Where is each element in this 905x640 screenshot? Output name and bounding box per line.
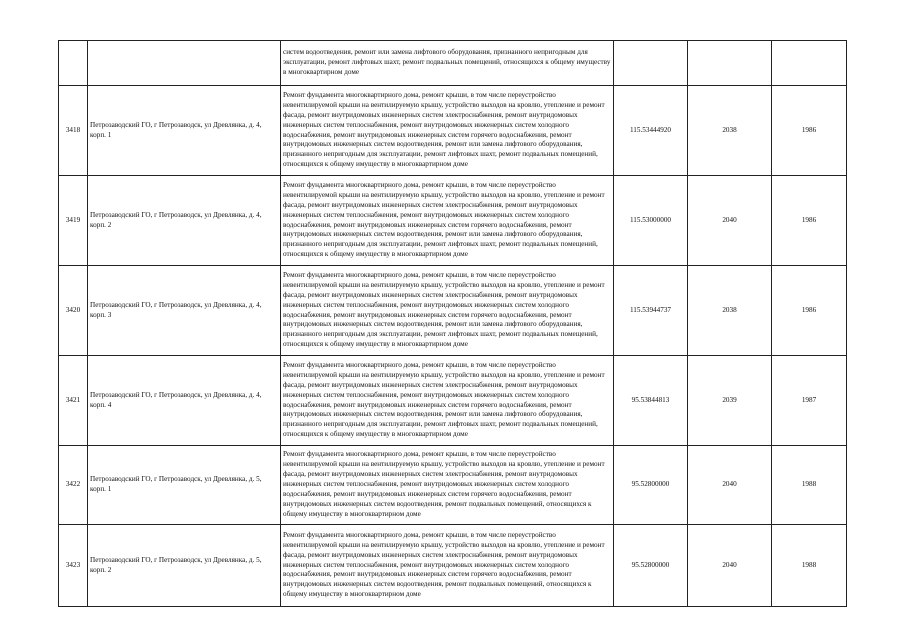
table-row [59,266,847,356]
address-cell [88,41,281,86]
cost-cell: 95.52800000 [614,446,688,525]
address-cell: Петрозаводский ГО, г Петрозаводск, ул Древлянка, д. 5, корп. 1 [88,446,281,525]
address-cell: Петрозаводский ГО, г Петрозаводск, ул Древлянка, д. 5, корп. 2 [88,525,281,607]
build-year-cell [772,41,847,86]
row-number: 3422 [59,446,88,525]
planned-year-cell: 2039 [688,356,772,446]
cost-cell: 115.53000000 [614,176,688,266]
works-cell: Ремонт фундамента многоквартирного дома, ремонт крыши, в том числе переустройство невентилируемой крыши на вентилируемую крышу, устройство выходов на кровлю, утепление и ремонт фасада, ремонт внутридомовых инженерных систем электроснабжения, ремонт внутридомовых инженерных систем теплоснабжения, ремонт внутридомовых инженерных систем холодного водоснабжения, ремонт внутридомовых инженерных систем горячего водоснабжения, ремонт внутридомовых инженерных систем водоотведения, ремонт подвальных помещений, относящихся к общему имуществу в многоквартирном доме [281,446,614,525]
build-year-cell: 1988 [772,525,847,607]
row-number: 3423 [59,525,88,607]
capital-repair-table [58,40,847,607]
row-number [59,41,88,86]
row-number: 3419 [59,176,88,266]
build-year-cell: 1987 [772,356,847,446]
planned-year-cell: 2038 [688,266,772,356]
row-number: 3420 [59,266,88,356]
table-row [59,525,847,607]
address-cell: Петрозаводский ГО, г Петрозаводск, ул Древлянка, д. 4, корп. 3 [88,266,281,356]
build-year-cell: 1988 [772,446,847,525]
build-year-cell: 1986 [772,266,847,356]
works-cell: систем водоотведения, ремонт или замена лифтового оборудования, признанного непригодным для эксплуатации, ремонт лифтовых шахт, ремонт подвальных помещений, относящихся к общему имуществу в многоквартирном доме [281,41,614,86]
works-cell: Ремонт фундамента многоквартирного дома, ремонт крыши, в том числе переустройство невентилируемой крыши на вентилируемую крышу, устройство выходов на кровлю, утепление и ремонт фасада, ремонт внутридомовых инженерных систем электроснабжения, ремонт внутридомовых инженерных систем теплоснабжения, ремонт внутридомовых инженерных систем холодного водоснабжения, ремонт внутридомовых инженерных систем горячего водоснабжения, ремонт внутридомовых инженерных систем водоотведения, ремонт подвальных помещений, относящихся к общему имуществу в многоквартирном доме [281,525,614,607]
row-number: 3418 [59,86,88,176]
planned-year-cell: 2040 [688,525,772,607]
cost-cell: 115.53944737 [614,266,688,356]
address-cell: Петрозаводский ГО, г Петрозаводск, ул Древлянка, д. 4, корп. 4 [88,356,281,446]
table-row [59,86,847,176]
planned-year-cell: 2040 [688,176,772,266]
planned-year-cell [688,41,772,86]
works-cell: Ремонт фундамента многоквартирного дома, ремонт крыши, в том числе переустройство невентилируемой крыши на вентилируемую крышу, устройство выходов на кровлю, утепление и ремонт фасада, ремонт внутридомовых инженерных систем электроснабжения, ремонт внутридомовых инженерных систем теплоснабжения, ремонт внутридомовых инженерных систем холодного водоснабжения, ремонт внутридомовых инженерных систем горячего водоснабжения, ремонт внутридомовых инженерных систем водоотведения, ремонт или замена лифтового оборудования, признанного непригодным для эксплуатации, ремонт лифтовых шахт, ремонт подвальных помещений, относящихся к общему имуществу в многоквартирном доме [281,356,614,446]
address-cell: Петрозаводский ГО, г Петрозаводск, ул Древлянка, д. 4, корп. 2 [88,176,281,266]
row-number: 3421 [59,356,88,446]
address-cell: Петрозаводский ГО, г Петрозаводск, ул Древлянка, д. 4, корп. 1 [88,86,281,176]
table-row [59,356,847,446]
works-cell: Ремонт фундамента многоквартирного дома, ремонт крыши, в том числе переустройство невентилируемой крыши на вентилируемую крышу, устройство выходов на кровлю, утепление и ремонт фасада, ремонт внутридомовых инженерных систем электроснабжения, ремонт внутридомовых инженерных систем теплоснабжения, ремонт внутридомовых инженерных систем холодного водоснабжения, ремонт внутридомовых инженерных систем горячего водоснабжения, ремонт внутридомовых инженерных систем водоотведения, ремонт или замена лифтового оборудования, признанного непригодным для эксплуатации, ремонт лифтовых шахт, ремонт подвальных помещений, относящихся к общему имуществу в многоквартирном доме [281,176,614,266]
works-cell: Ремонт фундамента многоквартирного дома, ремонт крыши, в том числе переустройство невентилируемой крыши на вентилируемую крышу, устройство выходов на кровлю, утепление и ремонт фасада, ремонт внутридомовых инженерных систем электроснабжения, ремонт внутридомовых инженерных систем теплоснабжения, ремонт внутридомовых инженерных систем холодного водоснабжения, ремонт внутридомовых инженерных систем горячего водоснабжения, ремонт внутридомовых инженерных систем водоотведения, ремонт или замена лифтового оборудования, признанного непригодным для эксплуатации, ремонт лифтовых шахт, ремонт подвальных помещений, относящихся к общему имуществу в многоквартирном доме [281,266,614,356]
cost-cell: 95.53844813 [614,356,688,446]
planned-year-cell: 2040 [688,446,772,525]
table-row [59,176,847,266]
table-row [59,41,847,86]
works-cell: Ремонт фундамента многоквартирного дома, ремонт крыши, в том числе переустройство невентилируемой крыши на вентилируемую крышу, устройство выходов на кровлю, утепление и ремонт фасада, ремонт внутридомовых инженерных систем электроснабжения, ремонт внутридомовых инженерных систем теплоснабжения, ремонт внутридомовых инженерных систем холодного водоснабжения, ремонт внутридомовых инженерных систем горячего водоснабжения, ремонт внутридомовых инженерных систем водоотведения, ремонт или замена лифтового оборудования, признанного непригодным для эксплуатации, ремонт лифтовых шахт, ремонт подвальных помещений, относящихся к общему имуществу в многоквартирном доме [281,86,614,176]
table-row [59,446,847,525]
build-year-cell: 1986 [772,86,847,176]
planned-year-cell: 2038 [688,86,772,176]
cost-cell: 115.53444920 [614,86,688,176]
cost-cell: 95.52800000 [614,525,688,607]
build-year-cell: 1986 [772,176,847,266]
cost-cell [614,41,688,86]
